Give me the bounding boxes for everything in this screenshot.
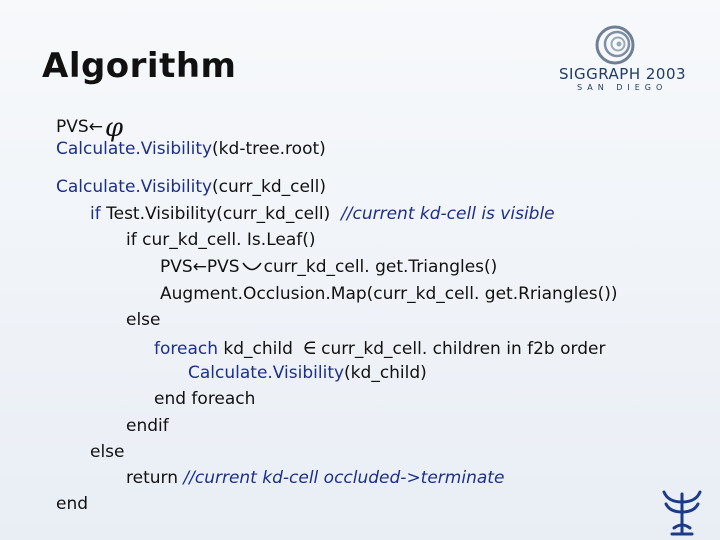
code-line-3	[56, 177, 326, 197]
keyword-return: return	[126, 468, 184, 488]
keyword-if: if	[90, 204, 107, 224]
function-args: (kd-tree.root)	[212, 139, 326, 159]
pvs-union-rhs: curr_kd_cell. get.Triangles()	[263, 257, 498, 277]
swirl-icon	[555, 25, 685, 67]
code-line-9	[154, 337, 605, 359]
logo-wordmark: SIGGRAPH 2003	[559, 65, 687, 83]
code-line-5: if cur_kd_cell. Is.Leaf()	[126, 230, 316, 250]
empty-set-symbol: φ	[104, 113, 124, 143]
function-name: Calculate.Visibility	[56, 177, 213, 197]
siggraph-logo	[555, 25, 685, 95]
function-args: (kd_child)	[344, 363, 427, 383]
slide-title: Algorithm	[42, 46, 237, 86]
test-visibility-call: Test.Visibility(curr_kd_cell)	[106, 204, 331, 224]
code-line-13: else	[90, 442, 125, 462]
code-line-11: end foreach	[154, 389, 256, 409]
code-line-15: end	[56, 494, 89, 514]
code-line-12: endif	[126, 416, 169, 436]
code-line-1	[56, 113, 124, 143]
union-icon	[240, 260, 264, 274]
pvs-union-lhs: PVS←PVS	[160, 257, 240, 277]
code-line-14	[126, 468, 504, 488]
function-name: Calculate.Visibility	[56, 139, 213, 159]
keyword-foreach: foreach	[154, 339, 218, 359]
code-line-2	[56, 139, 326, 159]
code-comment: //current kd-cell is visible	[341, 204, 555, 224]
code-line-8: else	[126, 310, 161, 330]
foreach-collection: curr_kd_cell. children in f2b order	[321, 339, 606, 359]
logo-subtext: SAN DIEGO	[577, 83, 668, 92]
foreach-var: kd_child	[218, 339, 299, 359]
code-line-10	[188, 363, 427, 383]
university-emblem-icon	[654, 488, 710, 540]
pvs-assign: PVS←	[56, 117, 103, 137]
function-name: Calculate.Visibility	[188, 363, 345, 383]
code-line-6	[160, 257, 497, 277]
function-args: (curr_kd_cell)	[212, 177, 326, 197]
code-line-7: Augment.Occlusion.Map(curr_kd_cell. get.Rriangles())	[160, 284, 618, 304]
code-comment: //current kd-cell occluded->terminate	[183, 468, 505, 488]
element-of-symbol: ∈	[302, 335, 318, 359]
code-line-4	[90, 204, 555, 224]
